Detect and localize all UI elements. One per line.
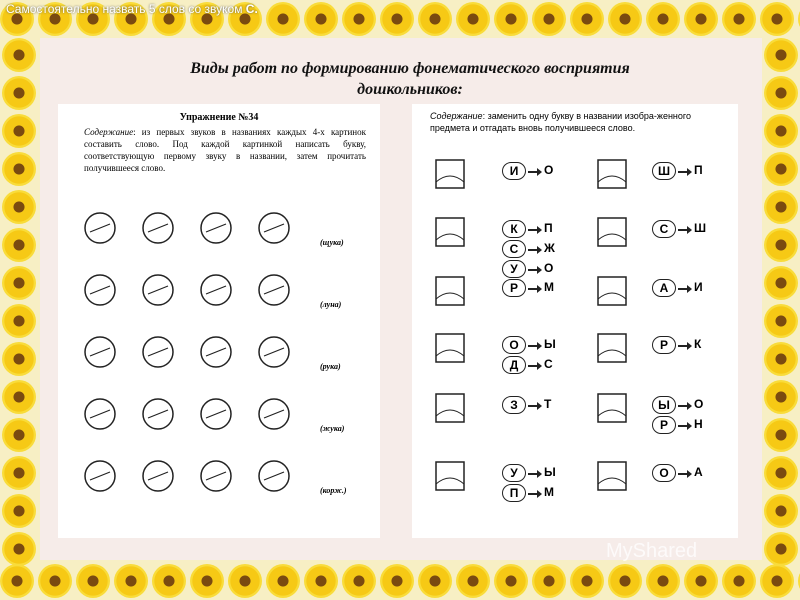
replacement-letter: Ш xyxy=(694,221,707,235)
flower-decoration xyxy=(764,190,798,224)
flower-decoration xyxy=(38,564,72,598)
letter-box: Р xyxy=(652,416,676,434)
replacement-letter: О xyxy=(544,163,554,177)
letter-box: К xyxy=(502,220,526,238)
flower-decoration xyxy=(2,342,36,376)
flower-decoration xyxy=(2,152,36,186)
flower-decoration xyxy=(570,2,604,36)
replacement-letter: А xyxy=(694,465,703,479)
flower-decoration xyxy=(646,564,680,598)
fish-icon xyxy=(78,268,122,312)
flower-decoration xyxy=(114,564,148,598)
letter-box: С xyxy=(502,240,526,258)
rose-icon xyxy=(590,326,634,370)
window-icon xyxy=(428,269,472,313)
arrow-icon xyxy=(528,493,538,495)
top-note: Самостоятельно назвать 5 слов со звуком С. xyxy=(6,2,258,16)
flower-decoration xyxy=(2,304,36,338)
flower-decoration xyxy=(2,76,36,110)
replacement-letter: П xyxy=(544,221,553,235)
crayfish-icon xyxy=(194,454,238,498)
flower-decoration xyxy=(266,2,300,36)
arrow-icon xyxy=(678,345,688,347)
flower-decoration xyxy=(266,564,300,598)
arrow-icon xyxy=(678,405,688,407)
arrow-icon xyxy=(678,171,688,173)
whale-icon xyxy=(428,152,472,196)
title-line-1: Виды работ по формированию фонематического восприятия xyxy=(190,60,630,77)
arrow-icon xyxy=(528,405,538,407)
arrow-icon xyxy=(528,269,538,271)
replacement-letter: Н xyxy=(694,417,703,431)
flower-decoration xyxy=(418,2,452,36)
letter-box: У xyxy=(502,464,526,482)
flower-decoration xyxy=(764,456,798,490)
flower-decoration xyxy=(684,564,718,598)
flower-decoration xyxy=(342,2,376,36)
exercise-content: Содержание: из первых звуков в названиях каждых 4-х картинок составить слово. Под каждой картинкой написать букву, соответствующую первому звуку в названии, затем прочитать получившееся слово. xyxy=(84,127,366,173)
answer-word: (луна) xyxy=(320,300,342,309)
fish-icon xyxy=(194,206,238,250)
flower-decoration xyxy=(760,2,794,36)
letter-box: З xyxy=(502,396,526,414)
snail-icon xyxy=(136,330,180,374)
watermark: MyShared xyxy=(606,540,698,562)
flower-decoration xyxy=(608,2,642,36)
cheese-icon xyxy=(590,386,634,430)
replacement-letter: К xyxy=(694,337,702,351)
flower-decoration xyxy=(764,380,798,414)
pineapple-icon xyxy=(78,392,122,436)
flower-decoration xyxy=(2,380,36,414)
flower-decoration xyxy=(764,494,798,528)
flower-decoration xyxy=(764,418,798,452)
arrow-icon xyxy=(528,171,538,173)
knife-icon xyxy=(78,330,122,374)
flower-decoration xyxy=(304,2,338,36)
flower-decoration xyxy=(76,564,110,598)
pineapple-icon xyxy=(252,330,296,374)
arrow-icon xyxy=(678,425,688,427)
iron-icon xyxy=(136,268,180,312)
letter-box: Д xyxy=(502,356,526,374)
arrow-icon xyxy=(528,249,538,251)
replacement-letter: С xyxy=(544,357,553,371)
flower-decoration xyxy=(228,564,262,598)
arrow-icon xyxy=(678,229,688,231)
flower-decoration xyxy=(532,2,566,36)
letter-box: О xyxy=(652,464,676,482)
letter-box: П xyxy=(502,484,526,502)
flower-decoration xyxy=(2,266,36,300)
bed-icon xyxy=(194,330,238,374)
flower-decoration xyxy=(764,304,798,338)
flower-decoration xyxy=(764,38,798,72)
watermelon-icon xyxy=(252,206,296,250)
letter-box: А xyxy=(652,279,676,297)
flower-decoration xyxy=(764,228,798,262)
replacement-letter: Ы xyxy=(544,465,556,479)
flower-decoration xyxy=(532,564,566,598)
bookshelf-icon xyxy=(590,454,634,498)
flower-decoration xyxy=(764,342,798,376)
flower-decoration xyxy=(722,2,756,36)
arrow-icon xyxy=(528,288,538,290)
house-icon xyxy=(428,326,472,370)
replacement-letter: О xyxy=(694,397,704,411)
answer-word: (рука) xyxy=(320,362,341,371)
answer-word: (щука) xyxy=(320,238,344,247)
arrow-icon xyxy=(678,473,688,475)
bell-icon xyxy=(78,454,122,498)
flower-decoration xyxy=(2,532,36,566)
flower-decoration xyxy=(608,564,642,598)
letter-box: О xyxy=(502,336,526,354)
replacement-letter: И xyxy=(694,280,703,294)
replacement-letter: М xyxy=(544,280,554,294)
flower-decoration xyxy=(0,564,34,598)
letter-box: С xyxy=(652,220,676,238)
flower-decoration xyxy=(764,76,798,110)
replacement-letter: М xyxy=(544,485,554,499)
flower-decoration xyxy=(494,2,528,36)
replacement-letter: Ы xyxy=(544,337,556,351)
flower-decoration xyxy=(380,564,414,598)
replacement-letter: Т xyxy=(544,397,552,411)
flower-decoration xyxy=(2,228,36,262)
flower-decoration xyxy=(764,114,798,148)
flower-decoration xyxy=(684,2,718,36)
title-line-2: дошкольников: xyxy=(357,81,463,98)
flower-decoration xyxy=(646,2,680,36)
flower-decoration xyxy=(380,2,414,36)
flower-decoration xyxy=(190,564,224,598)
flower-decoration xyxy=(570,564,604,598)
arrow-icon xyxy=(528,345,538,347)
replacement-letter: П xyxy=(694,163,703,177)
replacement-letter: Ж xyxy=(544,241,555,255)
flower-decoration xyxy=(2,38,36,72)
hat-icon xyxy=(78,206,122,250)
flower-decoration xyxy=(494,564,528,598)
flower-decoration xyxy=(456,2,490,36)
balloon-icon xyxy=(590,152,634,196)
knife-icon xyxy=(194,268,238,312)
bus-icon xyxy=(252,268,296,312)
tree-icon xyxy=(428,210,472,254)
flower-decoration xyxy=(2,456,36,490)
duck-icon xyxy=(136,392,180,436)
exercise-heading: Упражнение №34 xyxy=(179,112,259,123)
arrow-icon xyxy=(528,365,538,367)
cannon-icon xyxy=(428,454,472,498)
letter-box: Р xyxy=(502,279,526,297)
flower-decoration xyxy=(764,152,798,186)
flower-decoration xyxy=(342,564,376,598)
replacement-letter: О xyxy=(544,261,554,275)
letter-box: Р xyxy=(652,336,676,354)
flower-decoration xyxy=(456,564,490,598)
arrow-icon xyxy=(678,288,688,290)
duck-icon xyxy=(136,206,180,250)
letter-box: Ы xyxy=(652,396,676,414)
letter-box: Ш xyxy=(652,162,676,180)
bow-icon xyxy=(590,269,634,313)
flower-decoration xyxy=(2,418,36,452)
flower-decoration xyxy=(304,564,338,598)
flower-decoration xyxy=(418,564,452,598)
cloud-icon xyxy=(136,454,180,498)
vase-icon xyxy=(428,386,472,430)
flower-decoration xyxy=(2,114,36,148)
flower-decoration xyxy=(764,532,798,566)
arrow-icon xyxy=(528,229,538,231)
letter-box: И xyxy=(502,162,526,180)
pot-icon xyxy=(194,392,238,436)
slide-title xyxy=(80,58,740,100)
hammer-icon xyxy=(252,454,296,498)
answer-word: (жука) xyxy=(320,424,345,433)
letter-box: У xyxy=(502,260,526,278)
flower-decoration xyxy=(764,266,798,300)
flower-decoration xyxy=(722,564,756,598)
exercise-content-right: Содержание: заменить одну букву в названии изобра-женного предмета и отгадать вновь получившееся слово. xyxy=(430,111,691,133)
flower-decoration xyxy=(2,494,36,528)
bowl-icon xyxy=(590,210,634,254)
aquarium-icon xyxy=(252,392,296,436)
answer-word: (корж.) xyxy=(320,486,347,495)
flower-decoration xyxy=(760,564,794,598)
arrow-icon xyxy=(528,473,538,475)
exercise-34-panel xyxy=(58,104,380,538)
flower-decoration xyxy=(152,564,186,598)
letter-replacement-panel xyxy=(412,104,738,538)
flower-decoration xyxy=(2,190,36,224)
